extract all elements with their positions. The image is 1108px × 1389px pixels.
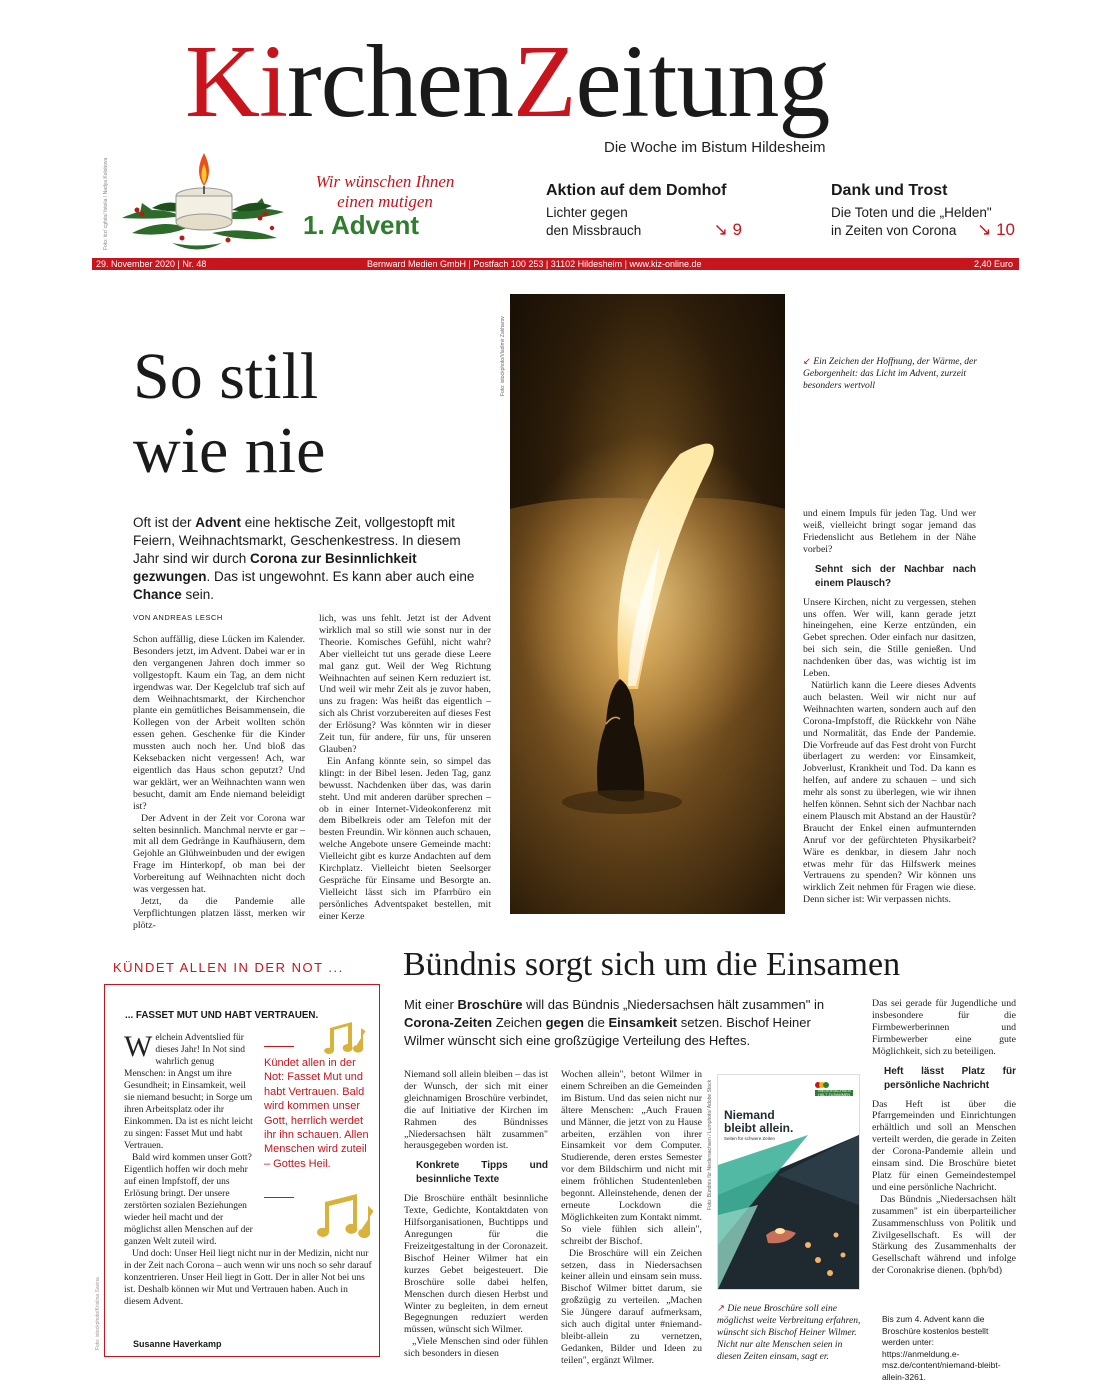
advent-candle-icon (112, 148, 292, 256)
advent-title: 1. Advent (303, 210, 420, 240)
brochure-badge: NIEDERSACHSEN HÄLT ZUSAMMEN (818, 1089, 851, 1097)
teaser-title: Dank und Trost (831, 182, 948, 199)
buendnis-column-2: Wochen allein", betont Wilmer in einem Schreiben an die Gemeinden im Bistum. Und das seien nicht nur ältere Menschen: „Auch Frauen und Männer, die jetzt von zu Hause arbeiten, erzählen von ihrer Einsamkeit vor dem Computer. Studierende, deren erstes Semester vor dem Bildschirm und nicht mit einem fröhlichen Studentenleben begonnt. Alleinstehende, denen der erneute Lockdown die Möglichkeiten zum Kontakt nimmt. So viele fühlen sich allein", schreibt der Bischof. Die Broschüre will ein Zeichen setzen, dass in Niedersachsen keiner allein und einsam sein muss. Bischof Wilmer bittet darum, sie großzügig zu verteilen. „Machen Sie Jüngere darauf aufmerksam, sich auch digital unter #niemand-bleibt-allein zu vernetzen, Gedanken, Bilder und Ideen zu teilen", ergänzt Wilmer. (561, 1069, 702, 1366)
subheadline: Heft lässt Platz für persönliche Nachricht (884, 1065, 1016, 1091)
dropcap: W (124, 1030, 153, 1063)
teaser-domhof[interactable]: Aktion auf dem Domhof Lichter gegen den Missbrauch ↘ 9 (546, 182, 742, 239)
brochure-photo-credit: Foto: Bündnis für Niedersachsen / Lumphoto/ Adobe Stock (707, 1079, 713, 1210)
teaser-page-link[interactable]: ↘ 10 (977, 220, 1015, 239)
hymn-quote: Kündet allen in der Not: Fasset Mut und habt Vertrauen. Bald wird kommen unser Gott, herrlich werdet ihr ihn schauen. Allen Menschen wird zuteil – Gottes Heil. (264, 1057, 369, 1170)
masthead-logo: KirchenZeitung (185, 24, 830, 139)
teaser-dank-trost[interactable]: Dank und Trost Die Toten und die „Helden" in Zeiten von Corona ↘ 10 (831, 182, 1015, 239)
teaser-page-link[interactable]: ↘ 9 (713, 220, 742, 239)
issue-date: 29. November 2020 | Nr. 48 (96, 259, 207, 269)
buendnis-column-3: Das sei gerade für Jugendliche und insbesondere für die Firmbewerberinnen und Firmbewerber eine gute Möglichkeit, sich zu beteiligen. Heft lässt Platz für persönliche Nachricht Das Heft ist über die Pfarrgemeinden und Einrichtungen erhältlich und soll an Menschen verteilt werden, die gerade in Zeiten der Corona-Pandemie allein und einsam sind. Die Broschüre bietet Platz für einen Gemeindestempel und eine persönliche Nachricht. Das Bündnis „Niedersachsen hält zusammen" ist ein überparteilicher Zusammenschluss von Politik und Zivilgesellschaft. Es will der Stärkung des Zusammenhalts der Gesellschaft während und infolge der Coronakrise dienen. (bph/bd) (872, 998, 1016, 1277)
buendnis-column-1: Niemand soll allein bleiben – das ist der Wunsch, der sich mit einer gleichnamigen Broschüre verbindet, die auf Initiative der Kirchen im Rahmen des Bündnisses „Niedersachsen hält zusammen" herausgegeben worden ist. Konkrete Tipps und besinnliche Texte Die Broschüre enthält besinnliche Texte, Gedichte, Kontaktdaten von Hilfsorganisationen, Buchtipps und Anregungen für die Freizeitgestaltung in der Coronazeit. Bischof Heiner Wilmer hat ein kurzes Gebet beigesteuert. Die Broschüre solle dabei helfen, Menschen durch diesen Herbst und Winter zu begleiten, in dem erneut Begegnungen reduziert werden müssen, wünscht sich Wilmer. „Viele Menschen sind oder fühlen sich besonders in diesen (404, 1069, 548, 1360)
subheadline: Sehnt sich der Nachbar nach einem Plausch? (815, 563, 976, 589)
masthead-tagline: Die Woche im Bistum Hildesheim (604, 139, 826, 156)
order-info-box[interactable]: Bis zum 4. Advent kann die Broschüre kostenlos bestellt werden unter: https://anmeldung.e-msz.de/content/niemand-bleibt-allein-3261. (882, 1314, 1001, 1382)
kuendet-box-head: ... FASSET MUT UND HABT VERTRAUEN. (125, 1010, 319, 1021)
brochure-title: Niemand bleibt allein. (724, 1108, 794, 1135)
byline: VON ANDREAS LESCH (133, 613, 223, 622)
teaser-title: Aktion auf dem Domhof (546, 182, 727, 199)
brochure-caption: ↗ Die neue Broschüre soll eine möglichst weite Verbreitung erfahren, wünscht sich Bischof Heiner Wilmer. Nicht nur alte Menschen seien in diesen Zeiten einsam, sagt er. (717, 1304, 861, 1362)
publisher-info: Bernward Medien GmbH | Postfach 100 253 | 31102 Hildesheim | www.kiz-online.de (367, 259, 702, 269)
article-column-1: Schon auffällig, diese Lücken im Kalender. Besonders jetzt, im Advent. Dabei war er in den vergangenen Jahren doch immer so vollgestopft. Kaum ein Tag, an dem nicht irgendwas war. Der Kegelclub traf sich auf dem Weihnachtsmarkt, der Kirchenchor plante ein gemütliches Beisammensein, die Kollegen von der Arbeit wollten schön essen gehen. Geschenke für die Kinder mussten auch noch her. Und bloß das Keksebacken nicht vergessen! Ach, war eigentlich das Haus schon geputzt? Und war geklärt, wer an Weihnachten wann wen besucht, damit am Ende niemand beleidigt ist? Der Advent in der Zeit vor Corona war selten besinnlich. Manchmal nervte er gar – mit all dem Gedränge in Kaufhäusern, dem Gejohle an Glühweinbuden und der ewigen Frage im Hinterkopf, ob man bei der Vorbereitung auf Weihnachten nicht doch was vergessen hat. Jetzt, da die Pandemie alle Verpflichtungen platzen lässt, merken wir plötz- (133, 634, 305, 931)
brochure-subtitle: Seiten für schwere Zeiten (724, 1136, 776, 1141)
brochure-cover-image (717, 1074, 860, 1290)
photo-caption: ↙ Ein Zeichen der Hoffnung, der Wärme, der Geborgenheit: das Licht im Advent, zurzeit besonders wertvoll (803, 357, 977, 391)
subheadline: Konkrete Tipps und besinnliche Texte (416, 1160, 548, 1186)
kuendet-photo-credit: Foto: istockphoto/Kristina Savina (95, 1277, 101, 1350)
candle-flame-photo (510, 294, 785, 914)
author-signature: Susanne Haverkamp (133, 1339, 222, 1349)
issue-price: 2,40 Euro (973, 259, 1013, 269)
buendnis-headline: Bündnis sorgt sich um die Einsamen (403, 946, 901, 983)
main-headline: So still wie nie (133, 340, 326, 487)
article-column-2: lich, was uns fehlt. Jetzt ist der Advent wirklich mal so still wie sonst nur in der Theorie. Komisches Gefühl, nicht wahr? Aber vielleicht tut uns gerade diese Leere mal ganz gut. Weil der Weg Richtung Weihnachten auf seinen Kern reduziert ist. Und weil wir mehr Zeit als je zuvor haben, uns zu fragen: Was heißt das eigentlich – sich als Christ vorzubereiten auf dieses Fest der Erlösung? Was könnten wir in dieser Zeit tun, für andere, für uns, für unseren Glauben? Ein Anfang könnte sein, so simpel das klingt: in der Bibel lesen. Jeden Tag, ganz bewusst. Nachdenken über das, was darin steht. Und mit anderen darüber sprechen – ob in einer Internet-Videokonferenz mit dem Bibelkreis oder am Telefon mit der besten Freundin. Wir können auch schauen, welche Angebote unsere Gemeinde macht: Vielleicht gibt es kurze Andachten auf dem Kirchplatz. Vielleicht bieten Seelsorger Gespräche für Einsame und Besorgte an. Vielleicht lässt sich im Pfarrbüro ein persönliches Adventspaket bestellen, mit einer Kerze (319, 613, 491, 922)
buendnis-lead: Mit einer Broschüre will das Bündnis „Niedersachsen hält zusammen" in Corona-Zeiten Zeichen gegen die Einsamkeit setzen. Bischof Heiner Wilmer wünscht sich eine großzügige Verteilung des Heftes. (404, 997, 825, 1048)
kicker-kuendet: KÜNDET ALLEN IN DER NOT ... (113, 960, 344, 975)
article-column-3: und einem Impuls für jeden Tag. Und wer weiß, vielleicht bringt sogar jemand das Friedenslicht aus Betlehem in der Nähe vorbei? Sehnt sich der Nachbar nach einem Plausch? Unsere Kirchen, nicht zu vergessen, stehen uns offen. Wer will, kann gerade jetzt hineingehen, eine Kerze entzünden, ein Gebet sprechen. Oder einfach nur dasitzen, bei sich sein, die Stille genießen. Und nachdenken über das, was wichtig ist im Leben. Natürlich kann die Leere dieses Advents auch belasten. Weil wir nicht nur auf Weihnachten warten, sondern auch auf den Corona-Impfstoff, die Rückkehr von Nähe und Normalität, das Ende der Pandemie. Die Vorfreude auf das Fest droht von Furcht überlagert zu werden: vor Einsamkeit, Jobverlust, Krankheit und Tod. Da kann es helfen, auf andere zu schauen – und sich mehr als sonst zu überlegen, wie wir ihnen helfen können. Sehnt sich der Nachbar nach einem Plausch mit Abstand an der Haustür? Braucht der Enkel einen aufmunternden Anruf vor der gefürchteten Physikarbeit? Wäre es denkbar, in diesem Jahr noch etwas mehr für das Hilfswerk meines Vertrauens zu spenden? Wir können uns wirklich Zeit nehmen für Fragen wie diese. Denn sicher ist: Wir verpassen nichts. (803, 508, 976, 906)
kuendet-text: Welchein Adventslied für dieses Jahr! In Not sind wahrlich genug Menschen: in Angst um ihre Gesundheit; in Einsamkeit, weil sie niemand besucht; in Sorge um ihren Arbeitsplatz oder ihr Einkommen. Da ist es nicht leicht zu singen: Fasset Mut und habt Vertrauen. Bald wird kommen unser Gott? Eigentlich hoffen wir doch mehr auf einen Impfstoff, der uns Erlösung bringt. Der unsere zerstörten sozialen Beziehungen wieder heil macht und der möglichst allen Menschen auf der ganzen Welt zuteil wird. Und doch: Unser Heil liegt nicht nur in der Medizin, nicht nur in der Zeit nach Corona – auch wenn wir uns noch so sehr darauf konzentrieren. Unser Heil liegt in Gott. Der in aller Not bei uns ist. Deshalb können wir Mut und Vertrauen haben. Auch in diesem Advent. (124, 1030, 372, 1307)
main-lead: Oft ist der Advent eine hektische Zeit, vollgestopft mit Feiern, Weihnachtsmarkt, Geschenkestress. In diesem Jahr sind wir durch Corona zur Besinnlichkeit gezwungen. Das ist ungewohnt. Es kann aber auch eine Chance sein. (133, 515, 475, 602)
photo-credit: Foto: istockphoto/Vladimir Zakharov (500, 316, 506, 396)
advent-greeting: Wir wünschen Ihnen einen mutigen (315, 172, 455, 211)
issue-info-bar (92, 258, 1019, 270)
advent-photo-credit: Foto: kiz/ cgfoto/ fotolia / Nadya Kolobova (103, 157, 109, 250)
